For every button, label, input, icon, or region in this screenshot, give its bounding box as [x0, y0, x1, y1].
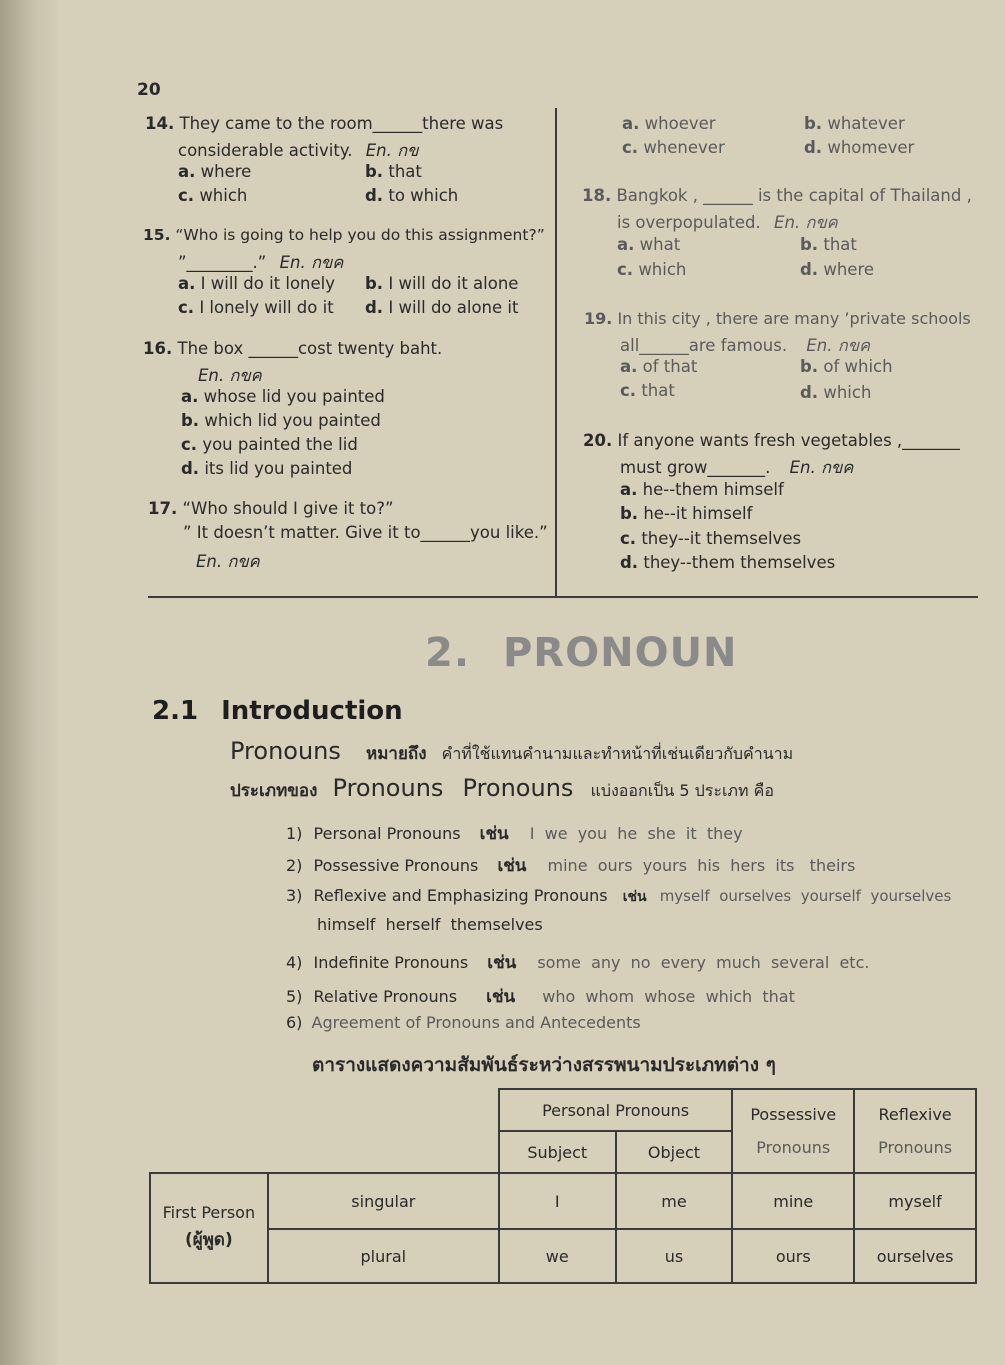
- option-d: [181, 459, 352, 478]
- option-text: they--them themselves: [643, 553, 836, 572]
- cell-reflexive: ourselves: [854, 1229, 976, 1283]
- option-b: [365, 162, 422, 181]
- option-letter: b.: [181, 411, 200, 430]
- chapter-name: PRONOUN: [502, 630, 738, 676]
- question-15-line2: [178, 250, 343, 276]
- question-text: They came to the room______there was: [179, 114, 504, 133]
- option-c: [622, 138, 725, 157]
- option-text: they--it themselves: [641, 529, 802, 548]
- option-b: [804, 114, 905, 133]
- type-item-2: [286, 852, 855, 879]
- option-letter: c.: [620, 381, 637, 400]
- page-number: 20: [137, 80, 161, 100]
- table-blank-cell: [150, 1131, 499, 1173]
- such-as-label: เช่น: [479, 824, 509, 844]
- question-number: 17.: [148, 499, 178, 518]
- question-text: must grow_______.: [620, 458, 771, 477]
- header-reflexive-line2: Pronouns: [878, 1138, 953, 1157]
- option-letter: a.: [178, 274, 196, 293]
- option-text: which: [823, 383, 872, 402]
- question-text: Bangkok , ______ is the capital of Thailand ,: [616, 186, 972, 205]
- option-text: which: [199, 186, 248, 205]
- option-text: whomever: [827, 138, 915, 157]
- question-20: [583, 431, 960, 450]
- option-d: [804, 138, 914, 157]
- question-text: ” It doesn’t matter. Give it to______you like.”: [183, 523, 548, 542]
- question-number: 15.: [143, 226, 171, 244]
- option-d: [800, 383, 871, 402]
- section-rule: [148, 596, 978, 598]
- item-name: Indefinite Pronouns: [313, 953, 469, 972]
- option-letter: d.: [365, 186, 384, 205]
- option-text: I lonely will do it: [199, 298, 334, 317]
- definition-connector: หมายถึง: [366, 744, 427, 764]
- item-examples: who whom whose which that: [542, 987, 795, 1006]
- option-letter: c.: [617, 260, 634, 279]
- types-term: Pronouns: [462, 774, 574, 802]
- question-14-line2: [178, 138, 418, 164]
- question-number: 14.: [145, 114, 175, 133]
- question-text: “Who is going to help you do this assignment?”: [175, 226, 545, 244]
- question-text: “Who should I give it to?”: [182, 499, 394, 518]
- header-possessive-line1: Possessive: [750, 1105, 837, 1124]
- header-object: Object: [616, 1131, 733, 1173]
- chapter-title: [425, 630, 738, 676]
- option-letter: a.: [622, 114, 640, 133]
- section-title: Introduction: [221, 696, 403, 726]
- cell-possessive: mine: [732, 1173, 854, 1229]
- item-examples: I we you he she it they: [529, 824, 743, 843]
- cell-subject: we: [499, 1229, 616, 1283]
- option-text: that: [823, 235, 857, 254]
- option-c: [620, 381, 675, 400]
- option-a: [181, 387, 385, 406]
- question-19: [584, 309, 971, 328]
- option-b: [365, 274, 518, 293]
- table-blank-cell: [150, 1089, 499, 1131]
- source-tag: En. กขค: [198, 366, 262, 385]
- option-text: its lid you painted: [204, 459, 353, 478]
- pronoun-table: [149, 1088, 977, 1284]
- type-item-5: [286, 983, 795, 1010]
- option-text: whatever: [827, 114, 905, 133]
- type-item-1: [286, 820, 743, 847]
- section-number: 2.1: [152, 696, 199, 726]
- source-tag: En. กขค: [806, 336, 871, 355]
- cell-possessive: ours: [732, 1229, 854, 1283]
- cell-number: plural: [268, 1229, 499, 1283]
- option-text: that: [641, 381, 675, 400]
- option-letter: d.: [620, 553, 639, 572]
- item-examples: some any no every much several etc.: [537, 953, 870, 972]
- item-name: Reflexive and Emphasizing Pronouns: [313, 886, 608, 905]
- option-d: [365, 298, 518, 317]
- item-number: 1): [286, 824, 303, 843]
- option-letter: b.: [365, 162, 384, 181]
- source-tag: En. กขค: [196, 552, 260, 571]
- header-personal: Personal Pronouns: [499, 1089, 732, 1131]
- item-name: Agreement of Pronouns and Antecedents: [311, 1013, 641, 1032]
- option-letter: b.: [804, 114, 823, 133]
- option-a: [178, 162, 251, 181]
- question-number: 16.: [143, 339, 173, 358]
- option-text: you painted the lid: [202, 435, 358, 454]
- section-heading: [152, 696, 403, 726]
- option-a: [617, 235, 680, 254]
- person-cell: [150, 1173, 268, 1283]
- question-number: 18.: [582, 186, 612, 205]
- option-text: whenever: [643, 138, 725, 157]
- person-thai-label: (ผู้พูด): [184, 1230, 233, 1250]
- types-rest: แบ่งออกเป็น 5 ประเภท คือ: [590, 781, 774, 800]
- table-caption: ตารางแสดงความสัมพันธ์ระหว่างสรรพนามประเภทต่าง ๆ: [312, 1054, 776, 1076]
- definition-term: Pronouns: [230, 737, 341, 765]
- option-letter: a.: [178, 162, 196, 181]
- cell-number: singular: [268, 1173, 499, 1229]
- types-line: [230, 774, 774, 804]
- option-text: I will do alone it: [388, 298, 519, 317]
- question-19-line2: [620, 333, 870, 359]
- cell-object: us: [616, 1229, 733, 1283]
- header-subject: Subject: [499, 1131, 616, 1173]
- option-text: whose lid you painted: [203, 387, 385, 406]
- option-letter: a.: [181, 387, 199, 406]
- question-number: 19.: [584, 309, 613, 328]
- option-letter: c.: [622, 138, 639, 157]
- column-divider: [555, 108, 557, 596]
- option-c: [178, 298, 334, 317]
- question-17: [148, 499, 394, 518]
- question-text: ”________.”: [178, 253, 267, 272]
- definition-meaning: คำที่ใช้แทนคำนามและทำหน้าที่เช่นเดียวกับคำนาม: [441, 744, 794, 763]
- item-number: 5): [286, 987, 303, 1006]
- option-letter: a.: [617, 235, 635, 254]
- option-a: [620, 480, 784, 499]
- definition-line: [230, 737, 793, 767]
- option-text: whoever: [644, 114, 716, 133]
- option-letter: c.: [181, 435, 198, 454]
- option-text: I will do it alone: [388, 274, 519, 293]
- option-letter: b.: [800, 357, 819, 376]
- page-gutter-shadow: [0, 0, 60, 1365]
- option-letter: b.: [620, 504, 639, 523]
- question-20-line2: [620, 455, 853, 481]
- option-letter: d.: [800, 260, 819, 279]
- item-name: Relative Pronouns: [313, 987, 458, 1006]
- option-text: where: [200, 162, 252, 181]
- option-text: to which: [388, 186, 459, 205]
- question-text: The box ______cost twenty baht.: [177, 339, 443, 358]
- question-text: is overpopulated.: [617, 213, 761, 232]
- header-possessive: [732, 1089, 854, 1173]
- option-c: [178, 186, 247, 205]
- source-tag: En. กข: [365, 141, 419, 160]
- option-text: what: [639, 235, 681, 254]
- question-14: [145, 114, 503, 133]
- option-letter: d.: [365, 298, 384, 317]
- types-lead: ประเภทของ: [230, 781, 318, 801]
- chapter-number: 2.: [425, 630, 471, 676]
- question-16: [143, 339, 442, 358]
- header-reflexive-line1: Reflexive: [878, 1105, 952, 1124]
- header-reflexive: [854, 1089, 976, 1173]
- option-text: that: [388, 162, 422, 181]
- option-c: [181, 435, 358, 454]
- option-text: where: [823, 260, 875, 279]
- question-text: In this city , there are many ’private schools: [617, 309, 971, 328]
- source-tag: En. กขค: [279, 253, 344, 272]
- option-letter: c.: [178, 186, 195, 205]
- option-letter: a.: [620, 357, 638, 376]
- option-a: [620, 357, 697, 376]
- option-d: [365, 186, 458, 205]
- option-text: of which: [823, 357, 893, 376]
- cell-subject: I: [499, 1173, 616, 1229]
- item-number: 2): [286, 856, 303, 875]
- option-letter: c.: [178, 298, 195, 317]
- such-as-label: เช่น: [497, 856, 527, 876]
- option-letter: a.: [620, 480, 638, 499]
- option-b: [620, 504, 752, 523]
- option-letter: d.: [800, 383, 819, 402]
- option-text: he--them himself: [642, 480, 784, 499]
- item-name: Possessive Pronouns: [313, 856, 479, 875]
- option-d: [800, 260, 874, 279]
- option-c: [617, 260, 686, 279]
- question-number: 20.: [583, 431, 613, 450]
- option-text: which lid you painted: [204, 411, 381, 430]
- item-name: Personal Pronouns: [313, 824, 461, 843]
- item-examples: myself ourselves yourself yourselves: [659, 887, 952, 905]
- item-number: 3): [286, 886, 303, 905]
- option-text: of that: [642, 357, 698, 376]
- type-item-6: [286, 1013, 641, 1032]
- option-b: [181, 411, 381, 430]
- cell-reflexive: myself: [854, 1173, 976, 1229]
- option-letter: d.: [804, 138, 823, 157]
- item-examples-continued: himself herself themselves: [317, 915, 543, 934]
- option-b: [800, 357, 893, 376]
- option-letter: d.: [181, 459, 200, 478]
- option-a: [622, 114, 716, 133]
- option-text: I will do it lonely: [200, 274, 336, 293]
- source-tag: En. กขค: [774, 213, 838, 232]
- option-letter: c.: [620, 529, 637, 548]
- question-18: [582, 186, 972, 205]
- type-item-3: [286, 886, 951, 908]
- option-c: [620, 529, 801, 548]
- person-label: First Person: [162, 1203, 256, 1222]
- source-tag: En. กขค: [789, 458, 854, 477]
- option-letter: b.: [365, 274, 384, 293]
- option-letter: b.: [800, 235, 819, 254]
- such-as-label: เช่น: [486, 987, 516, 1007]
- cell-object: me: [616, 1173, 733, 1229]
- item-examples: mine ours yours his hers its theirs: [547, 856, 856, 875]
- type-item-4: [286, 949, 869, 976]
- question-text: considerable activity.: [178, 141, 353, 160]
- such-as-label: เช่น: [487, 953, 517, 973]
- question-15: [143, 226, 545, 244]
- option-a: [178, 274, 335, 293]
- option-text: he--it himself: [643, 504, 753, 523]
- item-number: 4): [286, 953, 303, 972]
- item-number: 6): [286, 1013, 303, 1032]
- option-text: which: [638, 260, 687, 279]
- such-as-label: เช่น: [622, 889, 647, 905]
- question-18-line2: [617, 210, 838, 236]
- option-d: [620, 553, 835, 572]
- question-text: all______are famous.: [620, 336, 788, 355]
- option-b: [800, 235, 857, 254]
- header-possessive-line2: Pronouns: [756, 1138, 831, 1157]
- question-text: If anyone wants fresh vegetables ,_______: [617, 431, 960, 450]
- types-term: Pronouns: [332, 774, 444, 802]
